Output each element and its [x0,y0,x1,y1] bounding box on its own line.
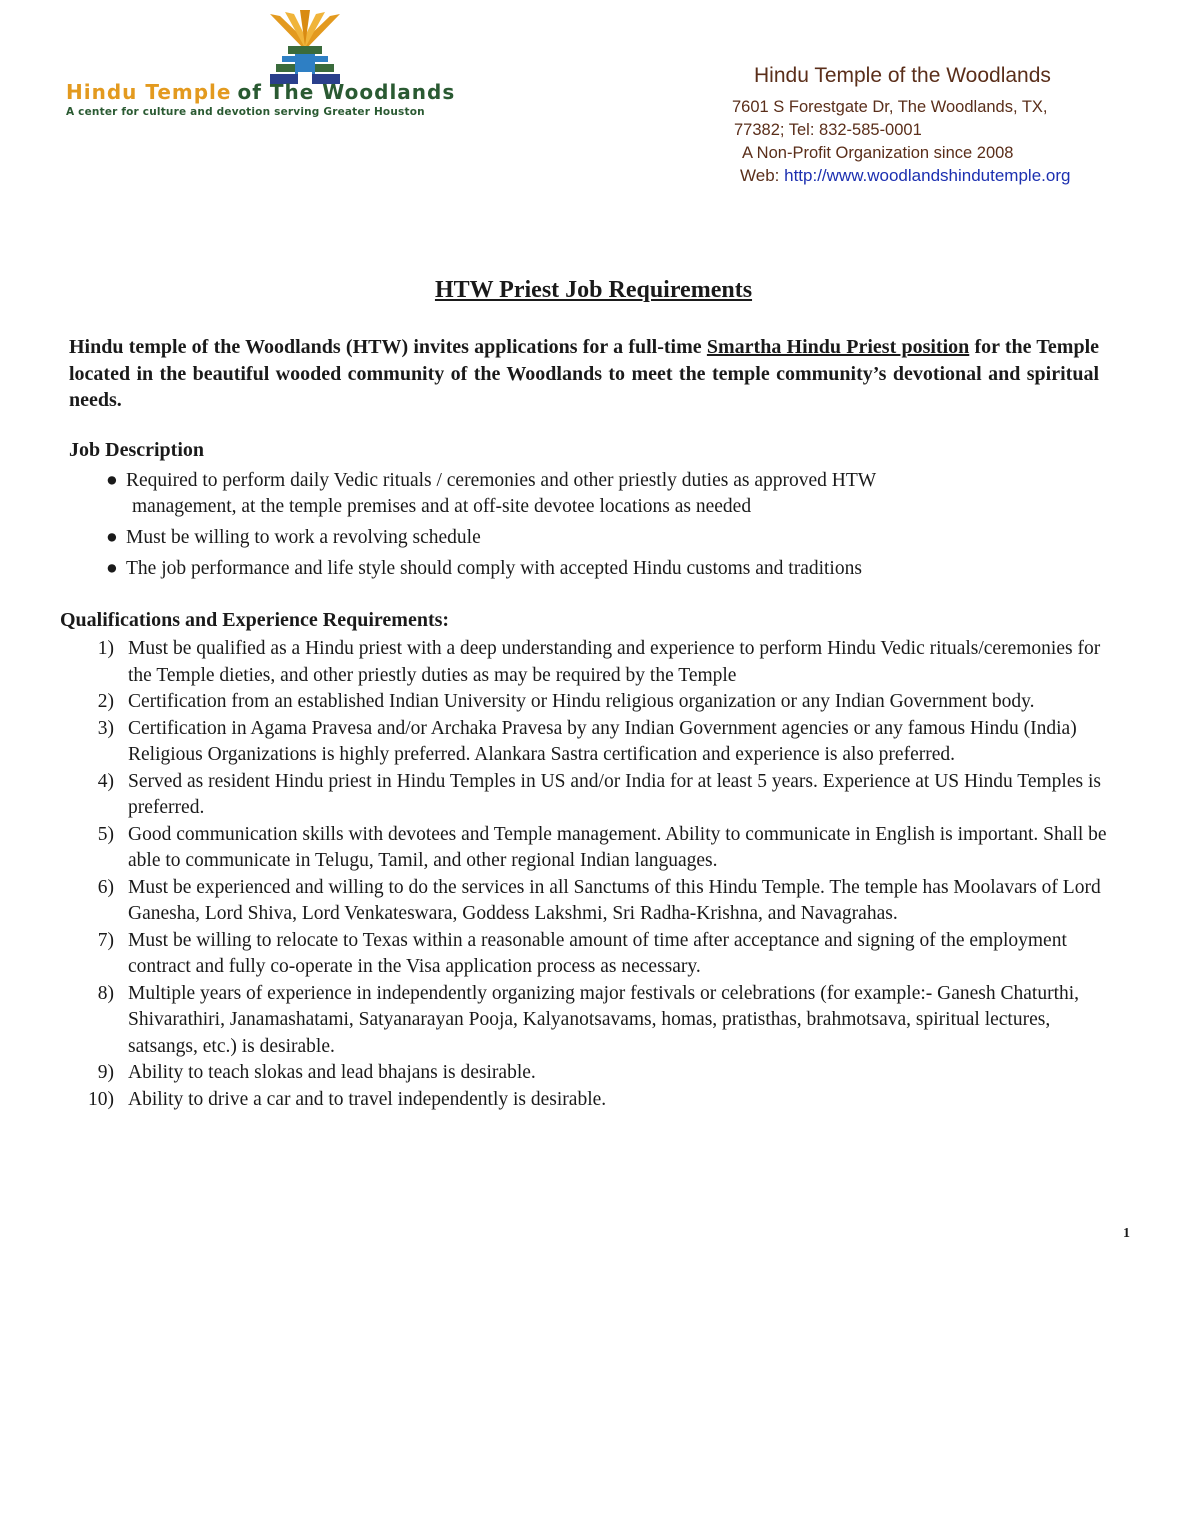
bullet-icon: ● [106,558,118,579]
item-text: Certification from an established Indian University or Hindu religious organization or any Indian Government body. [128,691,1035,712]
item-text: Ability to teach slokas and lead bhajans is desirable. [128,1062,536,1083]
item-number: 4) [97,770,114,792]
job-description-list [106,468,1066,587]
qualifications-list [80,636,1120,1113]
contact-name: Hindu Temple of the Woodlands [754,64,1051,87]
list-item [80,1060,1120,1087]
item-number: 3) [97,717,114,739]
list-item [80,928,1120,981]
item-number: 7) [97,929,114,951]
list-item [80,875,1120,928]
list-item [106,468,1066,520]
item-number: 1) [97,638,114,659]
bullet-icon: ● [106,527,118,548]
list-item [106,556,1066,582]
intro-paragraph [69,334,1099,414]
website-link[interactable]: http://www.woodlandshindutemple.org [784,166,1071,185]
job-description-item1-line2: management, at the temple premises and at off-site devotee locations as needed [132,496,752,517]
contact-web [740,166,1070,186]
logo-tagline: A center for culture and devotion serving Greater Houston [66,106,425,118]
page-number: 1 [1123,1226,1130,1241]
item-number: 6) [97,876,114,898]
item-text: Served as resident Hindu priest in Hindu Temples in US and/or India for at least 5 years. Experience at US Hindu Temples is preferred. [128,770,1101,818]
item-text: Must be experienced and willing to do the services in all Sanctums of this Hindu Temple. The temple has Moolavars of Lord Ganesha, Lord Shiva, Lord Venkateswara, Goddess Lakshmi, Sri Radha-Krishna, and Navagrahas. [128,876,1101,924]
document-title: HTW Priest Job Requirements [434,277,753,303]
item-text: Must be qualified as a Hindu priest with a deep understanding and experience to perform Hindu Vedic rituals/ceremonies for the Temple dieties, and other priestly duties as may be required by the Temple [128,638,1101,686]
contact-nonprofit: A Non-Profit Organization since 2008 [742,144,1014,162]
job-description-item3: The job performance and life style should comply with accepted Hindu customs and traditions [126,558,862,579]
list-item [80,822,1120,875]
list-item [80,981,1120,1061]
item-text: Good communication skills with devotees and Temple management. Ability to communicate in English is important. Shall be able to communicate in Telugu, Tamil, and other regional Indian languages. [128,823,1107,871]
item-text: Multiple years of experience in independently organizing major festivals or celebrations (for example:- Ganesh Chaturthi, Shivarathiri, Janamashatami, Satyanarayan Pooja, Kalyanotsavams, homas, pratisthas, brahmotsava, spiritual lectures, satsangs, etc.) is desirable. [128,982,1080,1057]
contact-web-label: Web: [740,166,780,185]
item-number: 5) [97,823,114,845]
item-text: Certification in Agama Pravesa and/or Archaka Pravesa by any Indian Government agencies or any famous Hindu (India) Religious Organizations is highly preferred. Alankara Sastra certification and experience is also preferred. [128,717,1077,765]
qualifications-heading: Qualifications and Experience Requirements: [60,609,450,631]
list-item [106,525,1066,551]
intro-text-before: Hindu temple of the Woodlands (HTW) invites applications for a full-time [69,336,707,358]
item-text: Must be willing to relocate to Texas within a reasonable amount of time after acceptance and signing of the employment contract and fully co-operate in the Visa application process as necessary. [128,929,1067,977]
intro-position-underlined: Smartha Hindu Priest position [706,336,970,358]
temple-emblem-icon [250,10,360,88]
list-item [80,636,1120,689]
contact-address-line1: 7601 S Forestgate Dr, The Woodlands, TX, [732,98,1048,116]
list-item [80,716,1120,769]
contact-address-line2: 77382; Tel: 832-585-0001 [734,121,922,139]
item-number: 10) [88,1088,114,1110]
item-number: 8) [97,982,114,1004]
job-description-heading: Job Description [69,439,204,461]
job-description-item2: Must be willing to work a revolving schedule [126,527,481,548]
logo-title-part1: Hindu Temple [66,80,232,104]
job-description-item1-line1: Required to perform daily Vedic rituals / ceremonies and other priestly duties as approved HTW [126,470,877,491]
intro-text-after: for the Temple located in the beautiful wooded community of the Woodlands to meet the temple community’s devotional and spiritual needs. [69,336,1100,411]
item-text: Ability to drive a car and to travel independently is desirable. [128,1088,607,1110]
temple-logo [62,10,562,122]
list-item [80,689,1120,716]
logo-title-part2: of The Woodlands [237,80,456,104]
list-item [80,769,1120,822]
list-item [80,1087,1120,1114]
item-number: 2) [97,691,114,712]
bullet-icon: ● [106,470,118,491]
logo-title [66,80,455,104]
item-number: 9) [97,1062,114,1083]
